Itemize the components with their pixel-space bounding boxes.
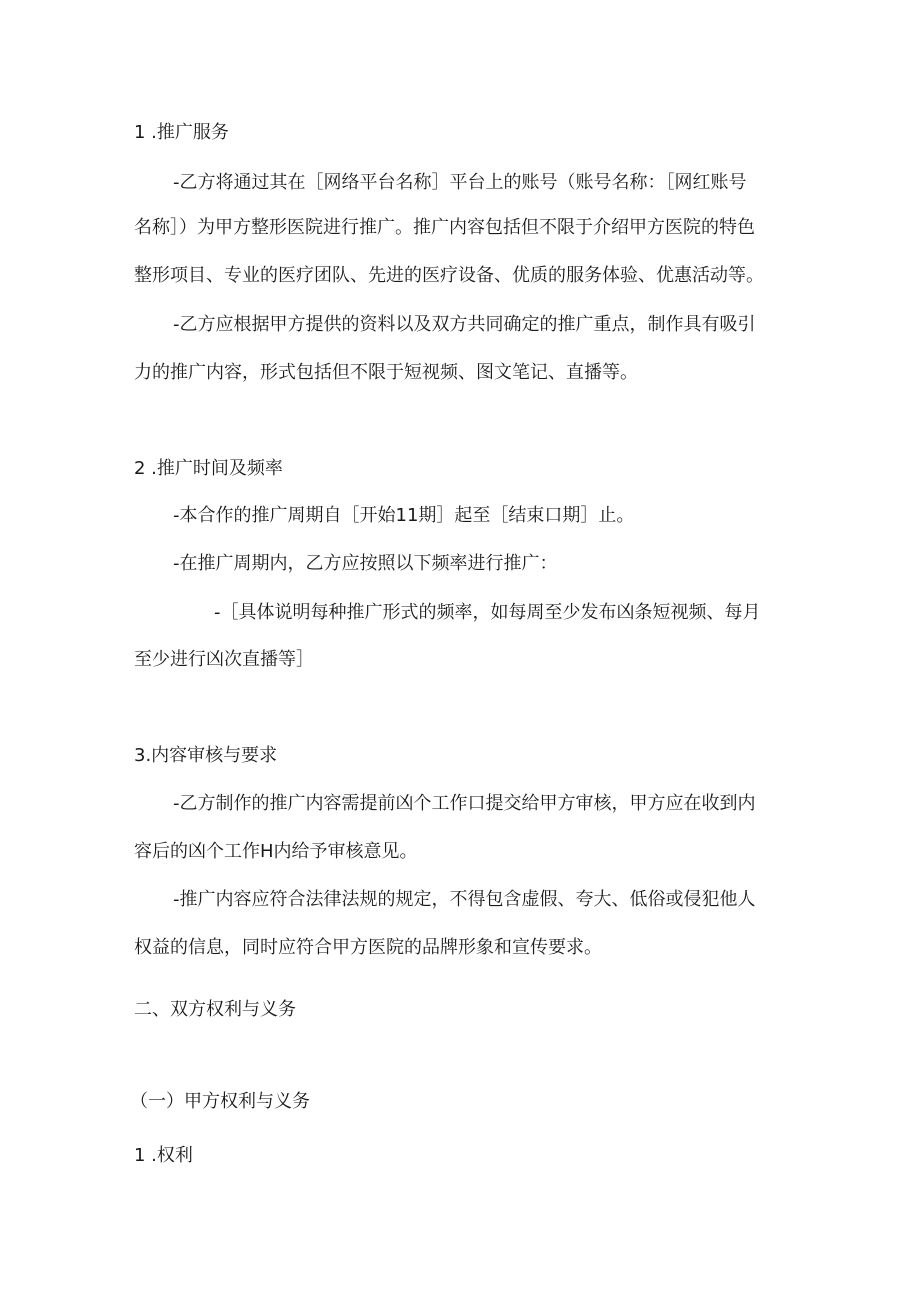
section-1-paragraph-1-line-2: 名称］）为甲方整形医院进行推广。推广内容包括但不限于介绍甲方医院的特色 — [134, 217, 755, 238]
part-2-subsection-title: （一）甲方权利与义务 — [130, 1091, 310, 1112]
section-2-paragraph-2: -在推广周期内，乙方应按照以下频率进行推广： — [173, 553, 558, 574]
section-1-title: 1 .推广服务 — [134, 122, 229, 143]
section-2-paragraph-3-line-2: 至少进行凶次直播等］ — [134, 649, 314, 670]
section-2-paragraph-1: -本合作的推广周期自［开始11期］起至［结束口期］止。 — [173, 505, 635, 526]
section-1-paragraph-2-line-1: -乙方应根据甲方提供的资料以及双方共同确定的推广重点，制作具有吸引 — [173, 314, 756, 335]
section-1-paragraph-2-line-2: 力的推广内容，形式包括但不限于短视频、图文笔记、直播等。 — [134, 362, 638, 383]
part-2-item-1: 1 .权利 — [134, 1145, 193, 1166]
section-3-paragraph-1-line-1: -乙方制作的推广内容需提前凶个工作口提交给甲方审核，甲方应在收到内 — [173, 793, 756, 814]
part-2-title: 二、双方权利与义务 — [134, 999, 296, 1020]
section-3-paragraph-2-line-2: 权益的信息，同时应符合甲方医院的品牌形象和宣传要求。 — [134, 937, 602, 958]
section-1-paragraph-1-line-1: -乙方将通过其在［网络平台名称］平台上的账号（账号名称：［网红账号 — [173, 172, 747, 193]
section-3-title: 3.内容审核与要求 — [134, 745, 278, 766]
section-1-paragraph-1-line-3: 整形项目、专业的医疗团队、先进的医疗设备、优质的服务体验、优惠活动等。 — [134, 265, 764, 286]
section-3-paragraph-1-line-2: 容后的凶个工作H内给予审核意见。 — [134, 841, 418, 862]
section-2-paragraph-3-line-1: -［具体说明每种推广形式的频率，如每周至少发布凶条短视频、每月 — [214, 602, 761, 623]
section-2-title: 2 .推广时间及频率 — [134, 458, 283, 479]
section-3-paragraph-2-line-1: -推广内容应符合法律法规的规定，不得包含虚假、夸大、低俗或侵犯他人 — [173, 889, 756, 910]
